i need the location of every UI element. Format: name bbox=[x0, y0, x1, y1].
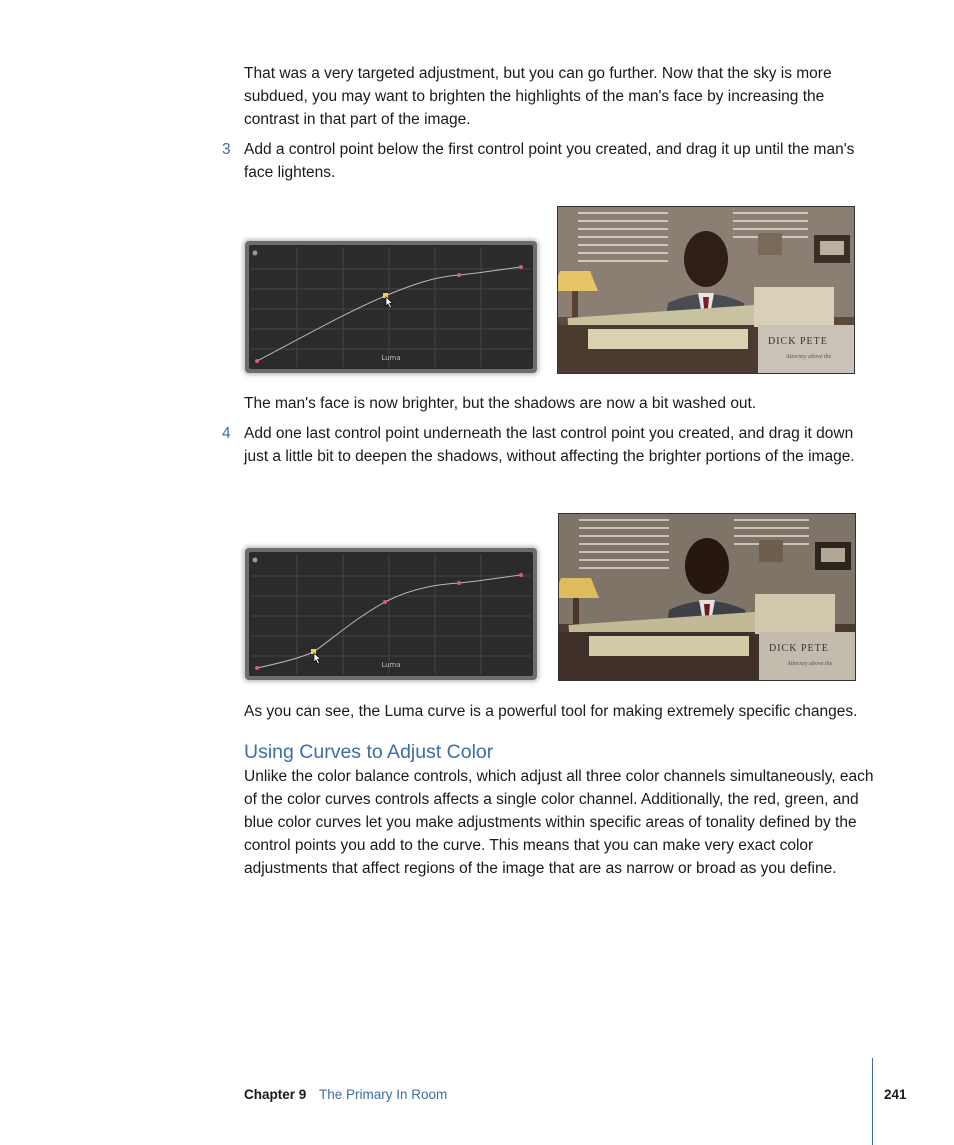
nameplate-subtext: Attorney above the bbox=[786, 354, 832, 360]
step-number-3: 3 bbox=[222, 141, 231, 158]
control-point-white[interactable] bbox=[519, 265, 523, 269]
luma-curve-graph-2 bbox=[245, 548, 537, 680]
result-paragraph-1: The man's face is now brighter, but the shadows are now a bit washed out. bbox=[244, 395, 757, 412]
curve-label: Luma bbox=[381, 354, 401, 362]
curve-corner-marker bbox=[253, 251, 258, 256]
step-number-4: 4 bbox=[222, 425, 231, 442]
nameplate-subtext: Attorney above the bbox=[787, 661, 833, 667]
office-scene-image bbox=[558, 207, 854, 373]
section-body-paragraph: Unlike the color balance controls, which adjust all three color channels simultaneously, each of the color curves controls affects a single color channel. Additionally, the red, green, and blue color curves let you make adjustments within specific areas of tonality defined by the control points you add to the curve. This means that you can make very exact color adjustments that affect regions of the image that are as narrow or broad as you define. bbox=[244, 768, 874, 877]
footer-chapter: Chapter 9 bbox=[244, 1087, 307, 1102]
preview-image-1 bbox=[557, 206, 855, 374]
curve-corner-marker bbox=[253, 558, 258, 563]
control-point-black[interactable] bbox=[255, 666, 259, 670]
control-point-selected[interactable] bbox=[383, 293, 388, 298]
preview-image-2 bbox=[558, 513, 856, 681]
intro-paragraph: That was a very targeted adjustment, but you can go further. Now that the sky is more subdued, you may want to brighten the highlights of the man's face by increasing the contrast in that part of the image. bbox=[244, 65, 832, 128]
luma-curve-panel-1[interactable] bbox=[245, 241, 537, 373]
section-heading: Using Curves to Adjust Color bbox=[244, 741, 494, 763]
step-4-text: Add one last control point underneath the last control point you created, and drag it down just a little bit to deepen the shadows, without affecting the brighter portions of the image. bbox=[244, 425, 855, 465]
control-point-midtone[interactable] bbox=[383, 600, 387, 604]
luma-curve-graph-1 bbox=[245, 241, 537, 373]
control-point-white[interactable] bbox=[519, 573, 523, 577]
nameplate-text: DICK PETE bbox=[768, 336, 828, 347]
luma-curve-panel-2[interactable] bbox=[245, 548, 537, 680]
control-point-selected[interactable] bbox=[311, 649, 316, 654]
result-paragraph-2: As you can see, the Luma curve is a powerful tool for making extremely specific changes. bbox=[244, 703, 858, 720]
footer-chapter-title: The Primary In Room bbox=[319, 1087, 448, 1102]
control-point-highlight[interactable] bbox=[457, 581, 461, 585]
footer-divider bbox=[872, 1058, 873, 1145]
control-point-highlight[interactable] bbox=[457, 273, 461, 277]
control-point-black[interactable] bbox=[255, 359, 259, 363]
curve-label: Luma bbox=[381, 661, 401, 669]
page-number: 241 bbox=[884, 1087, 907, 1102]
step-3-text: Add a control point below the first control point you created, and drag it up until the man's face lightens. bbox=[244, 141, 855, 181]
nameplate-text: DICK PETE bbox=[769, 643, 829, 654]
office-scene-image bbox=[559, 514, 855, 680]
